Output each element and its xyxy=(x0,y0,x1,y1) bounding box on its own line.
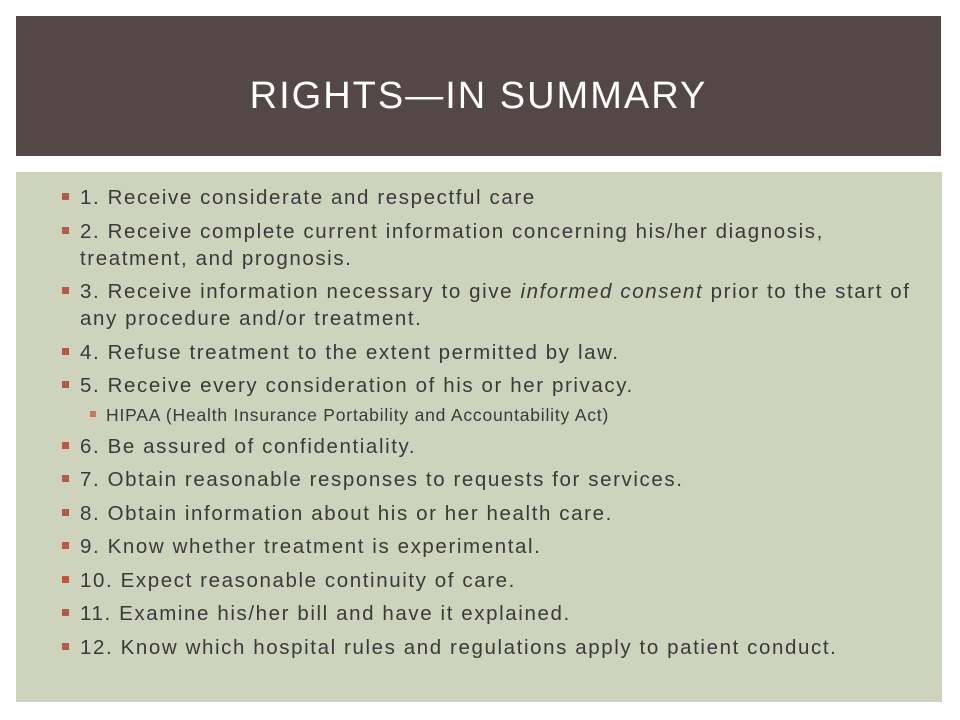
list-item xyxy=(62,600,912,627)
list-item-text-part: 3. Receive information necessary to give xyxy=(80,280,521,303)
list-item xyxy=(62,634,912,661)
emphasis-text: informed consent xyxy=(520,280,704,303)
square-bullet-icon xyxy=(90,411,96,417)
square-bullet-icon xyxy=(62,576,69,583)
list-item-text: 1. Receive considerate and respectful care xyxy=(80,186,536,209)
list-item-text: 5. Receive every consideration of his or her privacy. xyxy=(80,374,634,397)
list-item xyxy=(62,218,912,272)
list-item-text: 6. Be assured of confidentiality. xyxy=(80,434,417,458)
sub-list-item xyxy=(90,403,912,427)
list-item xyxy=(62,372,912,399)
list-item xyxy=(62,533,912,560)
list-item-text: 4. Refuse treatment to the extent permitted by law. xyxy=(80,340,620,364)
square-bullet-icon xyxy=(62,442,69,449)
list-item-text: 7. Obtain reasonable responses to requests for services. xyxy=(80,468,684,491)
slide-title: RIGHTS—IN SUMMARY xyxy=(249,74,708,117)
content-area xyxy=(16,172,942,702)
list-item-text: 12. Know which hospital rules and regulations apply to patient conduct. xyxy=(80,635,838,659)
title-bar xyxy=(16,16,941,156)
sub-list-item-text: HIPAA (Health Insurance Portability and Accountability Act) xyxy=(106,404,610,425)
list-item-text: 10. Expect reasonable continuity of care. xyxy=(80,568,516,592)
square-bullet-icon xyxy=(62,193,69,200)
bullet-list xyxy=(16,172,942,661)
list-item-text: 2. Receive complete current information concerning his/her diagnosis, treatment, and prognosis. xyxy=(80,219,824,270)
list-item xyxy=(62,466,912,493)
list-item xyxy=(62,339,912,366)
list-item-text: 11. Examine his/her bill and have it explained. xyxy=(80,602,571,625)
square-bullet-icon xyxy=(62,643,69,650)
square-bullet-icon xyxy=(62,542,69,549)
list-item xyxy=(62,433,912,460)
list-item xyxy=(62,567,912,594)
square-bullet-icon xyxy=(62,609,69,616)
square-bullet-icon xyxy=(62,509,69,516)
list-item xyxy=(62,500,912,527)
square-bullet-icon xyxy=(62,348,69,355)
square-bullet-icon xyxy=(62,381,69,388)
square-bullet-icon xyxy=(62,287,69,294)
square-bullet-icon xyxy=(62,227,69,234)
square-bullet-icon xyxy=(62,475,69,482)
list-item xyxy=(62,184,912,211)
list-item-text: 8. Obtain information about his or her health care. xyxy=(80,501,613,525)
list-item xyxy=(62,278,912,332)
list-item-text: 9. Know whether treatment is experimental. xyxy=(80,535,542,558)
list-item-text-part: prior to the start of any procedure and/or treatment. xyxy=(80,280,911,330)
